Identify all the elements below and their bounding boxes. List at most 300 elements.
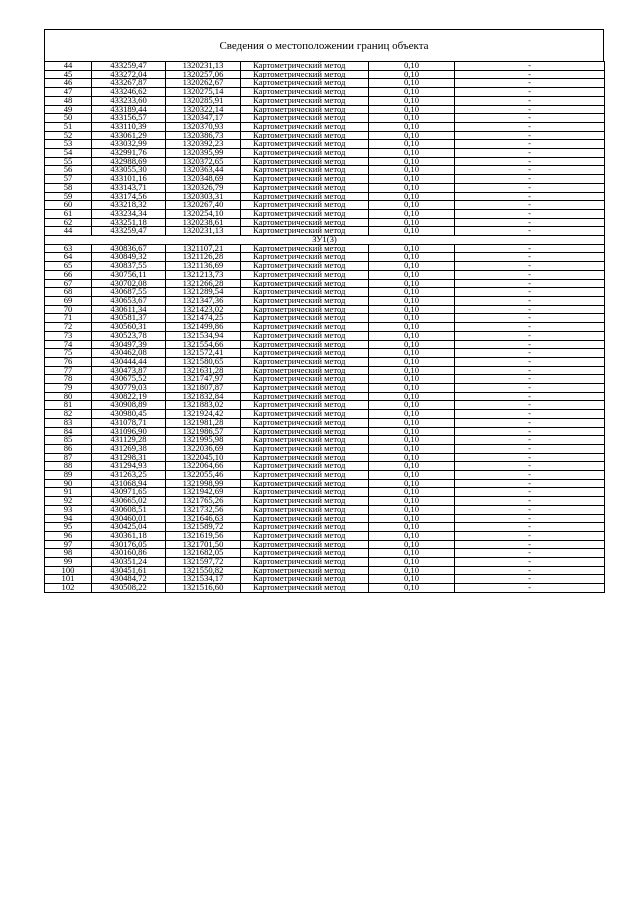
table-row bbox=[45, 209, 605, 218]
precision-cell: 0,10 bbox=[369, 505, 455, 514]
method-cell: Картометрический метод bbox=[241, 166, 369, 175]
coord-x-cell: 430837,55 bbox=[92, 262, 166, 271]
table-row bbox=[45, 366, 605, 375]
precision-cell: 0,10 bbox=[369, 140, 455, 149]
method-cell: Картометрический метод bbox=[241, 201, 369, 210]
description-cell: - bbox=[455, 401, 605, 410]
description-cell: - bbox=[455, 62, 605, 71]
table-row bbox=[45, 288, 605, 297]
coord-y-cell: 1321423,02 bbox=[166, 305, 241, 314]
point-number-cell: 84 bbox=[45, 427, 92, 436]
coord-x-cell: 430779,03 bbox=[92, 384, 166, 393]
method-cell: Картометрический метод bbox=[241, 444, 369, 453]
precision-cell: 0,10 bbox=[369, 149, 455, 158]
point-number-cell: 48 bbox=[45, 96, 92, 105]
description-cell: - bbox=[455, 392, 605, 401]
table-row bbox=[45, 410, 605, 419]
coord-x-cell: 430675,52 bbox=[92, 375, 166, 384]
coord-y-cell: 1321646,63 bbox=[166, 514, 241, 523]
description-cell: - bbox=[455, 523, 605, 532]
point-number-cell: 52 bbox=[45, 131, 92, 140]
coord-x-cell: 433233,60 bbox=[92, 96, 166, 105]
table-row bbox=[45, 114, 605, 123]
description-cell: - bbox=[455, 70, 605, 79]
coord-x-cell: 430176,05 bbox=[92, 540, 166, 549]
coord-x-cell: 433174,56 bbox=[92, 192, 166, 201]
coord-y-cell: 1321981,28 bbox=[166, 418, 241, 427]
description-cell: - bbox=[455, 410, 605, 419]
coord-y-cell: 1321213,73 bbox=[166, 270, 241, 279]
point-number-cell: 59 bbox=[45, 192, 92, 201]
coord-x-cell: 430425,04 bbox=[92, 523, 166, 532]
precision-cell: 0,10 bbox=[369, 296, 455, 305]
precision-cell: 0,10 bbox=[369, 70, 455, 79]
coord-x-cell: 433246,62 bbox=[92, 88, 166, 97]
precision-cell: 0,10 bbox=[369, 497, 455, 506]
coord-y-cell: 1321619,56 bbox=[166, 531, 241, 540]
description-cell: - bbox=[455, 575, 605, 584]
table-row bbox=[45, 357, 605, 366]
description-cell: - bbox=[455, 105, 605, 114]
description-cell: - bbox=[455, 253, 605, 262]
coord-y-cell: 1320386,73 bbox=[166, 131, 241, 140]
precision-cell: 0,10 bbox=[369, 201, 455, 210]
coord-x-cell: 431294,93 bbox=[92, 462, 166, 471]
table-row bbox=[45, 384, 605, 393]
method-cell: Картометрический метод bbox=[241, 279, 369, 288]
description-cell: - bbox=[455, 244, 605, 253]
table-row bbox=[45, 531, 605, 540]
coord-y-cell: 1321516,60 bbox=[166, 584, 241, 593]
precision-cell: 0,10 bbox=[369, 192, 455, 201]
description-cell: - bbox=[455, 488, 605, 497]
coord-y-cell: 1322064,66 bbox=[166, 462, 241, 471]
point-number-cell: 66 bbox=[45, 270, 92, 279]
coord-y-cell: 1322036,69 bbox=[166, 444, 241, 453]
method-cell: Картометрический метод bbox=[241, 314, 369, 323]
coord-x-cell: 430460,01 bbox=[92, 514, 166, 523]
description-cell: - bbox=[455, 323, 605, 332]
method-cell: Картометрический метод bbox=[241, 366, 369, 375]
point-number-cell: 85 bbox=[45, 436, 92, 445]
precision-cell: 0,10 bbox=[369, 88, 455, 97]
description-cell: - bbox=[455, 331, 605, 340]
precision-cell: 0,10 bbox=[369, 540, 455, 549]
description-cell: - bbox=[455, 79, 605, 88]
method-cell: Картометрический метод bbox=[241, 401, 369, 410]
table-row bbox=[45, 401, 605, 410]
point-number-cell: 44 bbox=[45, 62, 92, 71]
coord-y-cell: 1320275,14 bbox=[166, 88, 241, 97]
coord-y-cell: 1321631,28 bbox=[166, 366, 241, 375]
coord-x-cell: 430462,08 bbox=[92, 349, 166, 358]
point-number-cell: 89 bbox=[45, 471, 92, 480]
description-cell: - bbox=[455, 497, 605, 506]
point-number-cell: 97 bbox=[45, 540, 92, 549]
point-number-cell: 56 bbox=[45, 166, 92, 175]
table-row bbox=[45, 392, 605, 401]
table-row bbox=[45, 131, 605, 140]
description-cell: - bbox=[455, 88, 605, 97]
table-row bbox=[45, 105, 605, 114]
precision-cell: 0,10 bbox=[369, 479, 455, 488]
description-cell: - bbox=[455, 279, 605, 288]
method-cell: Картометрический метод bbox=[241, 462, 369, 471]
coord-x-cell: 430653,67 bbox=[92, 296, 166, 305]
coord-x-cell: 430508,22 bbox=[92, 584, 166, 593]
coord-y-cell: 1321589,72 bbox=[166, 523, 241, 532]
precision-cell: 0,10 bbox=[369, 514, 455, 523]
point-number-cell: 61 bbox=[45, 209, 92, 218]
table-row bbox=[45, 96, 605, 105]
description-cell: - bbox=[455, 514, 605, 523]
coord-x-cell: 430908,89 bbox=[92, 401, 166, 410]
precision-cell: 0,10 bbox=[369, 175, 455, 184]
description-cell: - bbox=[455, 149, 605, 158]
section-label: ЗУ1(3) bbox=[45, 236, 605, 245]
precision-cell: 0,10 bbox=[369, 218, 455, 227]
description-cell: - bbox=[455, 384, 605, 393]
coord-x-cell: 430665,02 bbox=[92, 497, 166, 506]
table-row bbox=[45, 88, 605, 97]
method-cell: Картометрический метод bbox=[241, 514, 369, 523]
coord-x-cell: 430160,86 bbox=[92, 549, 166, 558]
coord-x-cell: 433234,34 bbox=[92, 209, 166, 218]
description-cell: - bbox=[455, 227, 605, 236]
precision-cell: 0,10 bbox=[369, 357, 455, 366]
table-row bbox=[45, 270, 605, 279]
table-row bbox=[45, 218, 605, 227]
description-cell: - bbox=[455, 122, 605, 131]
method-cell: Картометрический метод bbox=[241, 505, 369, 514]
precision-cell: 0,10 bbox=[369, 331, 455, 340]
description-cell: - bbox=[455, 505, 605, 514]
description-cell: - bbox=[455, 157, 605, 166]
coord-x-cell: 430980,45 bbox=[92, 410, 166, 419]
coord-y-cell: 1321732,56 bbox=[166, 505, 241, 514]
coord-y-cell: 1321986,57 bbox=[166, 427, 241, 436]
coord-y-cell: 1321883,02 bbox=[166, 401, 241, 410]
method-cell: Картометрический метод bbox=[241, 70, 369, 79]
coord-x-cell: 430836,67 bbox=[92, 244, 166, 253]
coord-y-cell: 1321597,72 bbox=[166, 558, 241, 567]
description-cell: - bbox=[455, 140, 605, 149]
precision-cell: 0,10 bbox=[369, 323, 455, 332]
coord-x-cell: 431068,94 bbox=[92, 479, 166, 488]
method-cell: Картометрический метод bbox=[241, 384, 369, 393]
table-row bbox=[45, 140, 605, 149]
table-row bbox=[45, 523, 605, 532]
table-row bbox=[45, 253, 605, 262]
precision-cell: 0,10 bbox=[369, 427, 455, 436]
point-number-cell: 82 bbox=[45, 410, 92, 419]
description-cell: - bbox=[455, 366, 605, 375]
method-cell: Картометрический метод bbox=[241, 227, 369, 236]
description-cell: - bbox=[455, 531, 605, 540]
point-number-cell: 90 bbox=[45, 479, 92, 488]
precision-cell: 0,10 bbox=[369, 566, 455, 575]
point-number-cell: 75 bbox=[45, 349, 92, 358]
point-number-cell: 74 bbox=[45, 340, 92, 349]
point-number-cell: 94 bbox=[45, 514, 92, 523]
coord-x-cell: 430473,87 bbox=[92, 366, 166, 375]
precision-cell: 0,10 bbox=[369, 305, 455, 314]
coord-y-cell: 1321534,94 bbox=[166, 331, 241, 340]
precision-cell: 0,10 bbox=[369, 558, 455, 567]
point-number-cell: 100 bbox=[45, 566, 92, 575]
coord-x-cell: 433143,71 bbox=[92, 183, 166, 192]
description-cell: - bbox=[455, 444, 605, 453]
table-row bbox=[45, 471, 605, 480]
table-row bbox=[45, 157, 605, 166]
method-cell: Картометрический метод bbox=[241, 122, 369, 131]
coord-y-cell: 1321550,82 bbox=[166, 566, 241, 575]
description-cell: - bbox=[455, 558, 605, 567]
precision-cell: 0,10 bbox=[369, 279, 455, 288]
coord-x-cell: 431298,31 bbox=[92, 453, 166, 462]
table-row bbox=[45, 575, 605, 584]
coord-x-cell: 433218,32 bbox=[92, 201, 166, 210]
point-number-cell: 55 bbox=[45, 157, 92, 166]
coord-x-cell: 432988,69 bbox=[92, 157, 166, 166]
method-cell: Картометрический метод bbox=[241, 375, 369, 384]
coord-x-cell: 430822,19 bbox=[92, 392, 166, 401]
description-cell: - bbox=[455, 340, 605, 349]
precision-cell: 0,10 bbox=[369, 340, 455, 349]
description-cell: - bbox=[455, 427, 605, 436]
coord-y-cell: 1321701,50 bbox=[166, 540, 241, 549]
coord-y-cell: 1320372,65 bbox=[166, 157, 241, 166]
method-cell: Картометрический метод bbox=[241, 253, 369, 262]
precision-cell: 0,10 bbox=[369, 262, 455, 271]
method-cell: Картометрический метод bbox=[241, 288, 369, 297]
point-number-cell: 93 bbox=[45, 505, 92, 514]
point-number-cell: 65 bbox=[45, 262, 92, 271]
description-cell: - bbox=[455, 131, 605, 140]
coord-x-cell: 433259,47 bbox=[92, 62, 166, 71]
table-row bbox=[45, 62, 605, 71]
precision-cell: 0,10 bbox=[369, 436, 455, 445]
precision-cell: 0,10 bbox=[369, 549, 455, 558]
method-cell: Картометрический метод bbox=[241, 392, 369, 401]
coord-x-cell: 431078,71 bbox=[92, 418, 166, 427]
point-number-cell: 88 bbox=[45, 462, 92, 471]
coord-x-cell: 433110,39 bbox=[92, 122, 166, 131]
description-cell: - bbox=[455, 479, 605, 488]
table-row bbox=[45, 427, 605, 436]
coord-y-cell: 1321765,26 bbox=[166, 497, 241, 506]
coord-y-cell: 1320370,93 bbox=[166, 122, 241, 131]
coord-y-cell: 1321747,97 bbox=[166, 375, 241, 384]
method-cell: Картометрический метод bbox=[241, 497, 369, 506]
description-cell: - bbox=[455, 566, 605, 575]
method-cell: Картометрический метод bbox=[241, 62, 369, 71]
method-cell: Картометрический метод bbox=[241, 140, 369, 149]
point-number-cell: 73 bbox=[45, 331, 92, 340]
table-row bbox=[45, 314, 605, 323]
method-cell: Картометрический метод bbox=[241, 157, 369, 166]
point-number-cell: 102 bbox=[45, 584, 92, 593]
description-cell: - bbox=[455, 584, 605, 593]
method-cell: Картометрический метод bbox=[241, 575, 369, 584]
precision-cell: 0,10 bbox=[369, 349, 455, 358]
coord-x-cell: 430608,51 bbox=[92, 505, 166, 514]
coord-y-cell: 1320392,23 bbox=[166, 140, 241, 149]
point-number-cell: 68 bbox=[45, 288, 92, 297]
coord-y-cell: 1321126,28 bbox=[166, 253, 241, 262]
description-cell: - bbox=[455, 114, 605, 123]
table-row bbox=[45, 305, 605, 314]
table-row bbox=[45, 79, 605, 88]
point-number-cell: 57 bbox=[45, 175, 92, 184]
section-row bbox=[45, 236, 605, 245]
method-cell: Картометрический метод bbox=[241, 131, 369, 140]
description-cell: - bbox=[455, 453, 605, 462]
coord-y-cell: 1320231,13 bbox=[166, 62, 241, 71]
method-cell: Картометрический метод bbox=[241, 331, 369, 340]
description-cell: - bbox=[455, 183, 605, 192]
coord-x-cell: 430444,44 bbox=[92, 357, 166, 366]
coord-y-cell: 1321580,65 bbox=[166, 357, 241, 366]
table-row bbox=[45, 262, 605, 271]
table-row bbox=[45, 244, 605, 253]
precision-cell: 0,10 bbox=[369, 444, 455, 453]
precision-cell: 0,10 bbox=[369, 122, 455, 131]
method-cell: Картометрический метод bbox=[241, 192, 369, 201]
coord-x-cell: 430523,78 bbox=[92, 331, 166, 340]
precision-cell: 0,10 bbox=[369, 531, 455, 540]
coord-y-cell: 1321995,98 bbox=[166, 436, 241, 445]
table-row bbox=[45, 505, 605, 514]
coord-x-cell: 433156,57 bbox=[92, 114, 166, 123]
description-cell: - bbox=[455, 288, 605, 297]
table-row bbox=[45, 122, 605, 131]
precision-cell: 0,10 bbox=[369, 462, 455, 471]
point-number-cell: 91 bbox=[45, 488, 92, 497]
description-cell: - bbox=[455, 218, 605, 227]
coord-x-cell: 431129,28 bbox=[92, 436, 166, 445]
coord-y-cell: 1321136,69 bbox=[166, 262, 241, 271]
point-number-cell: 99 bbox=[45, 558, 92, 567]
coord-y-cell: 1320363,44 bbox=[166, 166, 241, 175]
table-row bbox=[45, 331, 605, 340]
coord-y-cell: 1321289,54 bbox=[166, 288, 241, 297]
method-cell: Картометрический метод bbox=[241, 96, 369, 105]
table-title bbox=[44, 29, 604, 61]
table-row bbox=[45, 566, 605, 575]
precision-cell: 0,10 bbox=[369, 270, 455, 279]
method-cell: Картометрический метод bbox=[241, 244, 369, 253]
precision-cell: 0,10 bbox=[369, 575, 455, 584]
description-cell: - bbox=[455, 270, 605, 279]
precision-cell: 0,10 bbox=[369, 523, 455, 532]
point-number-cell: 64 bbox=[45, 253, 92, 262]
coord-y-cell: 1320395,99 bbox=[166, 149, 241, 158]
coord-y-cell: 1321474,25 bbox=[166, 314, 241, 323]
coord-y-cell: 1320326,79 bbox=[166, 183, 241, 192]
precision-cell: 0,10 bbox=[369, 253, 455, 262]
point-number-cell: 60 bbox=[45, 201, 92, 210]
point-number-cell: 95 bbox=[45, 523, 92, 532]
coord-x-cell: 430756,11 bbox=[92, 270, 166, 279]
point-number-cell: 69 bbox=[45, 296, 92, 305]
coordinates-table bbox=[44, 61, 605, 593]
coord-y-cell: 1321347,36 bbox=[166, 296, 241, 305]
coord-x-cell: 433259,47 bbox=[92, 227, 166, 236]
coord-y-cell: 1320262,67 bbox=[166, 79, 241, 88]
coord-x-cell: 430351,24 bbox=[92, 558, 166, 567]
method-cell: Картометрический метод bbox=[241, 88, 369, 97]
table-row bbox=[45, 166, 605, 175]
coord-y-cell: 1321499,86 bbox=[166, 323, 241, 332]
precision-cell: 0,10 bbox=[369, 384, 455, 393]
coord-x-cell: 433189,44 bbox=[92, 105, 166, 114]
point-number-cell: 98 bbox=[45, 549, 92, 558]
table-row bbox=[45, 70, 605, 79]
precision-cell: 0,10 bbox=[369, 584, 455, 593]
coord-y-cell: 1320348,69 bbox=[166, 175, 241, 184]
point-number-cell: 50 bbox=[45, 114, 92, 123]
description-cell: - bbox=[455, 357, 605, 366]
coord-y-cell: 1321107,21 bbox=[166, 244, 241, 253]
precision-cell: 0,10 bbox=[369, 157, 455, 166]
point-number-cell: 44 bbox=[45, 227, 92, 236]
precision-cell: 0,10 bbox=[369, 453, 455, 462]
coord-y-cell: 1320257,06 bbox=[166, 70, 241, 79]
coord-x-cell: 433267,87 bbox=[92, 79, 166, 88]
coord-x-cell: 433251,18 bbox=[92, 218, 166, 227]
coord-y-cell: 1320238,61 bbox=[166, 218, 241, 227]
precision-cell: 0,10 bbox=[369, 96, 455, 105]
precision-cell: 0,10 bbox=[369, 166, 455, 175]
table-row bbox=[45, 488, 605, 497]
point-number-cell: 78 bbox=[45, 375, 92, 384]
method-cell: Картометрический метод bbox=[241, 523, 369, 532]
table-row bbox=[45, 418, 605, 427]
coord-y-cell: 1321998,99 bbox=[166, 479, 241, 488]
method-cell: Картометрический метод bbox=[241, 349, 369, 358]
table-row bbox=[45, 375, 605, 384]
point-number-cell: 86 bbox=[45, 444, 92, 453]
point-number-cell: 70 bbox=[45, 305, 92, 314]
coord-x-cell: 430560,31 bbox=[92, 323, 166, 332]
description-cell: - bbox=[455, 296, 605, 305]
method-cell: Картометрический метод bbox=[241, 305, 369, 314]
description-cell: - bbox=[455, 166, 605, 175]
method-cell: Картометрический метод bbox=[241, 323, 369, 332]
method-cell: Картометрический метод bbox=[241, 558, 369, 567]
table-row bbox=[45, 183, 605, 192]
method-cell: Картометрический метод bbox=[241, 566, 369, 575]
coord-x-cell: 430484,72 bbox=[92, 575, 166, 584]
method-cell: Картометрический метод bbox=[241, 296, 369, 305]
method-cell: Картометрический метод bbox=[241, 114, 369, 123]
description-cell: - bbox=[455, 375, 605, 384]
description-cell: - bbox=[455, 96, 605, 105]
point-number-cell: 92 bbox=[45, 497, 92, 506]
description-cell: - bbox=[455, 349, 605, 358]
point-number-cell: 46 bbox=[45, 79, 92, 88]
point-number-cell: 83 bbox=[45, 418, 92, 427]
coord-y-cell: 1321942,69 bbox=[166, 488, 241, 497]
method-cell: Картометрический метод bbox=[241, 105, 369, 114]
table-row bbox=[45, 479, 605, 488]
table-row bbox=[45, 514, 605, 523]
table-row bbox=[45, 227, 605, 236]
coord-x-cell: 430497,39 bbox=[92, 340, 166, 349]
coord-y-cell: 1321682,05 bbox=[166, 549, 241, 558]
point-number-cell: 87 bbox=[45, 453, 92, 462]
